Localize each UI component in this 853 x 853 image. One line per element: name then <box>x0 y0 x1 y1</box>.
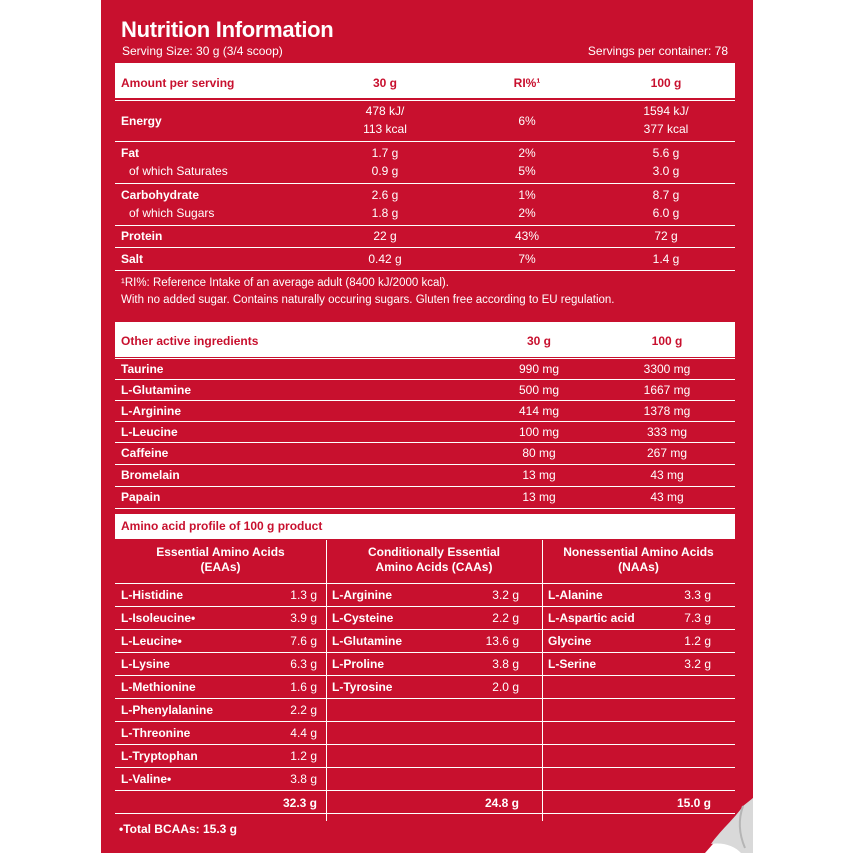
fat-label: Fat <box>121 146 139 160</box>
sugars-30g: 1.8 g <box>371 206 399 220</box>
energy-100g-kcal: 377 kcal <box>643 122 689 136</box>
naa-value: 7.3 g <box>684 611 711 625</box>
saturates-30g: 0.9 g <box>371 164 399 178</box>
row-divider <box>115 721 735 722</box>
caa-heading <box>326 545 542 575</box>
carb-ri: 1% <box>518 188 536 202</box>
eaa-heading-line1: Essential Amino Acids <box>156 545 285 559</box>
ri-footnote: ¹RI%: Reference Intake of an average adult (8400 kJ/2000 kcal). <box>121 277 449 289</box>
eaa-value: 2.2 g <box>290 703 317 717</box>
row-divider <box>115 629 735 630</box>
fat-ri: 2% <box>518 146 536 160</box>
naa-name: L-Aspartic acid <box>548 611 635 625</box>
other-100g: 1378 mg <box>643 404 691 418</box>
row-divider <box>115 698 735 699</box>
naa-value: 3.2 g <box>684 657 711 671</box>
nutrition-panel <box>101 0 753 853</box>
header-label: Amount per serving <box>121 76 235 90</box>
carb-label: Carbohydrate <box>121 188 200 202</box>
row-divider <box>115 652 735 653</box>
saturates-label: of which Saturates <box>129 164 228 178</box>
caa-name: L-Arginine <box>332 588 392 602</box>
eaa-name: L-Isoleucine• <box>121 611 196 625</box>
eaa-name: L-Leucine• <box>121 634 182 648</box>
caa-heading-line2: Amino Acids (CAAs) <box>375 560 493 574</box>
other-row <box>115 442 735 464</box>
other-row <box>115 421 735 442</box>
eaa-value: 1.2 g <box>290 749 317 763</box>
other-30g: 990 mg <box>518 362 560 376</box>
protein-label: Protein <box>121 229 163 243</box>
eaa-total: 32.3 g <box>282 796 317 810</box>
carb-30g: 2.6 g <box>371 188 399 202</box>
eaa-name: L-Tryptophan <box>121 749 198 763</box>
protein-30g: 22 g <box>373 229 397 243</box>
page-title: Nutrition Information <box>121 17 334 42</box>
caa-total: 24.8 g <box>484 796 519 810</box>
eaa-heading <box>115 545 326 575</box>
fat-row <box>115 141 735 183</box>
row-divider <box>115 744 735 745</box>
energy-30g-kj: 478 kJ/ <box>365 104 405 118</box>
salt-ri: 7% <box>518 252 536 266</box>
eaa-heading-line2: (EAAs) <box>200 560 241 574</box>
sugars-label: of which Sugars <box>129 206 215 220</box>
saturates-ri: 5% <box>518 164 536 178</box>
naa-heading <box>542 545 735 575</box>
other-30g: 13 mg <box>522 468 556 482</box>
other-header-30g: 30 g <box>526 334 551 348</box>
naa-heading-line1: Nonessential Amino Acids <box>563 545 714 559</box>
energy-ri: 6% <box>518 114 536 128</box>
amino-profile-title: Amino acid profile of 100 g product <box>121 519 323 533</box>
carbohydrate-row <box>115 183 735 224</box>
row-divider <box>115 790 735 791</box>
protein-row <box>115 225 735 247</box>
other-name: Taurine <box>121 362 164 376</box>
other-30g: 100 mg <box>518 425 560 439</box>
servings-per-container: Servings per container: 78 <box>587 44 728 58</box>
naa-name: L-Serine <box>548 657 597 671</box>
eaa-value: 1.6 g <box>290 680 317 694</box>
carb-100g: 8.7 g <box>652 188 680 202</box>
naa-heading-line2: (NAAs) <box>618 560 659 574</box>
caa-heading-line1: Conditionally Essential <box>367 545 501 559</box>
row-divider <box>115 583 735 584</box>
salt-label: Salt <box>121 252 144 266</box>
other-100g: 43 mg <box>650 490 684 504</box>
eaa-value: 1.3 g <box>290 588 317 602</box>
serving-size: Serving Size: 30 g (3/4 scoop) <box>122 44 283 58</box>
salt-100g: 1.4 g <box>652 252 680 266</box>
energy-row <box>115 100 735 141</box>
other-header-label: Other active ingredients <box>121 334 259 348</box>
eaa-value: 3.8 g <box>290 772 317 786</box>
energy-30g-kcal: 113 kcal <box>363 122 407 136</box>
other-30g: 13 mg <box>522 490 556 504</box>
protein-100g: 72 g <box>654 229 678 243</box>
energy-100g-kj: 1594 kJ/ <box>643 104 689 118</box>
eaa-name: L-Lysine <box>121 657 170 671</box>
fat-100g: 5.6 g <box>652 146 680 160</box>
other-name: Caffeine <box>121 446 169 460</box>
caa-value: 13.6 g <box>485 634 519 648</box>
nutrition-header <box>115 63 735 98</box>
other-name: L-Glutamine <box>121 383 192 397</box>
caa-value: 2.0 g <box>492 680 519 694</box>
sugars-ri: 2% <box>518 206 536 220</box>
caa-name: L-Cysteine <box>332 611 394 625</box>
header-100g: 100 g <box>650 76 682 90</box>
eaa-value: 4.4 g <box>290 726 317 740</box>
other-100g: 333 mg <box>646 425 688 439</box>
energy-label: Energy <box>121 114 162 128</box>
other-name: L-Leucine <box>121 425 178 439</box>
naa-value: 1.2 g <box>684 634 711 648</box>
caa-value: 3.8 g <box>492 657 519 671</box>
naa-total: 15.0 g <box>676 796 711 810</box>
amino-profile-header <box>115 514 735 539</box>
other-row <box>115 464 735 486</box>
other-100g: 43 mg <box>650 468 684 482</box>
row-divider <box>115 675 735 676</box>
other-name: Bromelain <box>121 468 180 482</box>
caa-name: L-Tyrosine <box>332 680 393 694</box>
caa-name: L-Glutamine <box>332 634 403 648</box>
other-30g: 414 mg <box>518 404 560 418</box>
caa-name: L-Proline <box>332 657 385 671</box>
other-row <box>115 379 735 400</box>
eaa-name: L-Valine• <box>121 772 172 786</box>
eaa-value: 7.6 g <box>290 634 317 648</box>
header-ri: RI%¹ <box>513 76 541 90</box>
row-divider <box>115 813 735 814</box>
other-30g: 500 mg <box>518 383 560 397</box>
other-row <box>115 400 735 421</box>
row-divider <box>115 767 735 768</box>
naa-name: L-Alanine <box>548 588 603 602</box>
sugar-gluten-note: With no added sugar. Contains naturally occuring sugars. Gluten free according to EU regulation. <box>121 294 615 306</box>
other-name: L-Arginine <box>121 404 181 418</box>
row-divider <box>115 606 735 607</box>
other-name: Papain <box>121 490 161 504</box>
eaa-name: L-Histidine <box>121 588 183 602</box>
page-curl-icon <box>705 798 753 853</box>
saturates-100g: 3.0 g <box>652 164 680 178</box>
other-header-100g: 100 g <box>651 334 683 348</box>
other-ingredients-header <box>115 322 735 357</box>
caa-value: 3.2 g <box>492 588 519 602</box>
other-row <box>115 486 735 509</box>
amino-acid-table <box>115 540 735 821</box>
salt-30g: 0.42 g <box>368 252 402 266</box>
protein-ri: 43% <box>514 229 540 243</box>
naa-name: Glycine <box>548 634 592 648</box>
header-30g: 30 g <box>372 76 397 90</box>
caa-value: 2.2 g <box>492 611 519 625</box>
total-bcaas: •Total BCAAs: 15.3 g <box>119 822 237 836</box>
eaa-name: L-Phenylalanine <box>121 703 214 717</box>
eaa-value: 3.9 g <box>290 611 317 625</box>
eaa-name: L-Threonine <box>121 726 191 740</box>
other-100g: 3300 mg <box>643 362 691 376</box>
other-100g: 1667 mg <box>643 383 691 397</box>
other-row <box>115 358 735 379</box>
other-100g: 267 mg <box>646 446 688 460</box>
eaa-name: L-Methionine <box>121 680 196 694</box>
naa-value: 3.3 g <box>684 588 711 602</box>
other-30g: 80 mg <box>522 446 556 460</box>
sugars-100g: 6.0 g <box>652 206 680 220</box>
eaa-value: 6.3 g <box>290 657 317 671</box>
fat-30g: 1.7 g <box>371 146 399 160</box>
salt-row <box>115 247 735 271</box>
